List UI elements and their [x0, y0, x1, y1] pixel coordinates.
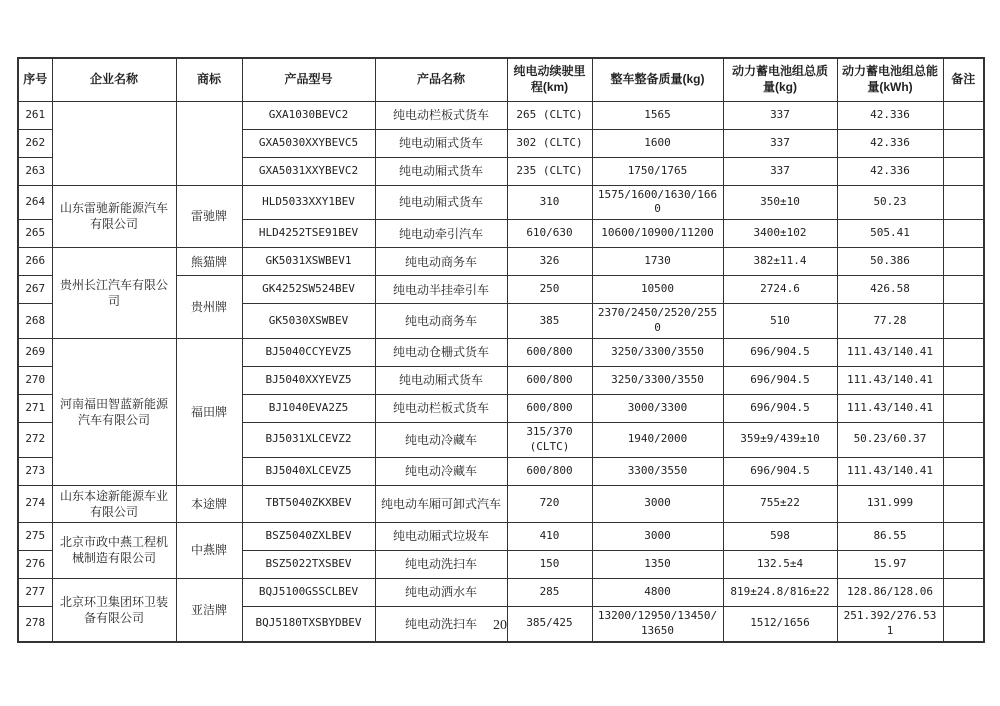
cell-brand: 熊猫牌 [176, 248, 242, 276]
cell-battery-mass: 696/904.5 [723, 338, 837, 366]
cell-curb-mass: 3250/3300/3550 [592, 366, 723, 394]
cell-battery-mass: 510 [723, 304, 837, 339]
cell-company: 山东雷驰新能源汽车有限公司 [52, 185, 176, 248]
cell-battery-mass: 696/904.5 [723, 366, 837, 394]
cell-product-name: 纯电动冷藏车 [375, 457, 507, 485]
cell-battery-energy: 505.41 [837, 220, 943, 248]
cell-remark [943, 578, 984, 606]
cell-range: 302 (CLTC) [507, 129, 592, 157]
cell-remark [943, 338, 984, 366]
cell-curb-mass: 1730 [592, 248, 723, 276]
cell-range: 285 [507, 578, 592, 606]
cell-curb-mass: 3000/3300 [592, 394, 723, 422]
cell-battery-energy: 42.336 [837, 129, 943, 157]
cell-remark [943, 457, 984, 485]
table-header-row [18, 58, 984, 101]
cell-model: BQJ5100GSSCLBEV [242, 578, 375, 606]
cell-battery-energy: 77.28 [837, 304, 943, 339]
cell-product-name: 纯电动栏板式货车 [375, 394, 507, 422]
column-header-serial: 序号 [18, 58, 52, 101]
cell-product-name: 纯电动洗扫车 [375, 550, 507, 578]
cell-battery-energy: 426.58 [837, 276, 943, 304]
cell-battery-mass: 696/904.5 [723, 394, 837, 422]
cell-product-name: 纯电动厢式货车 [375, 129, 507, 157]
cell-range: 600/800 [507, 457, 592, 485]
cell-battery-energy: 50.23 [837, 185, 943, 220]
cell-battery-mass: 755±22 [723, 485, 837, 522]
cell-serial: 275 [18, 522, 52, 550]
cell-remark [943, 366, 984, 394]
cell-battery-energy: 251.392/276.531 [837, 606, 943, 641]
cell-product-name: 纯电动厢式垃圾车 [375, 522, 507, 550]
cell-curb-mass: 1575/1600/1630/1660 [592, 185, 723, 220]
cell-model: GXA5031XXYBEVC2 [242, 157, 375, 185]
cell-product-name: 纯电动牵引汽车 [375, 220, 507, 248]
cell-battery-energy: 131.999 [837, 485, 943, 522]
cell-battery-energy: 128.86/128.06 [837, 578, 943, 606]
cell-company: 河南福田智蓝新能源汽车有限公司 [52, 338, 176, 485]
cell-product-name: 纯电动厢式货车 [375, 185, 507, 220]
cell-range: 600/800 [507, 394, 592, 422]
cell-model: GK5031XSWBEV1 [242, 248, 375, 276]
table-body [18, 101, 984, 642]
table-row [18, 338, 984, 366]
cell-serial: 263 [18, 157, 52, 185]
table-row [18, 522, 984, 550]
cell-remark [943, 276, 984, 304]
cell-battery-energy: 111.43/140.41 [837, 366, 943, 394]
cell-serial: 277 [18, 578, 52, 606]
cell-range: 265 (CLTC) [507, 101, 592, 129]
cell-remark [943, 185, 984, 220]
column-header-model: 产品型号 [242, 58, 375, 101]
cell-product-name: 纯电动栏板式货车 [375, 101, 507, 129]
cell-brand: 本途牌 [176, 485, 242, 522]
cell-serial: 262 [18, 129, 52, 157]
cell-remark [943, 157, 984, 185]
cell-model: BJ5040CCYEVZ5 [242, 338, 375, 366]
cell-curb-mass: 10600/10900/11200 [592, 220, 723, 248]
cell-remark [943, 101, 984, 129]
cell-range: 315/370 (CLTC) [507, 422, 592, 457]
cell-range: 150 [507, 550, 592, 578]
cell-serial: 270 [18, 366, 52, 394]
cell-serial: 276 [18, 550, 52, 578]
cell-serial: 274 [18, 485, 52, 522]
column-header-product-name: 产品名称 [375, 58, 507, 101]
cell-range: 385/425 [507, 606, 592, 641]
cell-model: GK4252SW524BEV [242, 276, 375, 304]
cell-battery-mass: 819±24.8/816±22 [723, 578, 837, 606]
cell-curb-mass: 2370/2450/2520/2550 [592, 304, 723, 339]
cell-remark [943, 485, 984, 522]
cell-company: 贵州长江汽车有限公司 [52, 248, 176, 339]
cell-brand: 福田牌 [176, 338, 242, 485]
cell-model: BSZ5022TXSBEV [242, 550, 375, 578]
cell-remark [943, 248, 984, 276]
cell-remark [943, 550, 984, 578]
page-number: 20 [493, 618, 507, 633]
cell-serial: 264 [18, 185, 52, 220]
cell-serial: 261 [18, 101, 52, 129]
column-header-remark: 备注 [943, 58, 984, 101]
cell-range: 310 [507, 185, 592, 220]
cell-curb-mass: 13200/12950/13450/13650 [592, 606, 723, 641]
cell-curb-mass: 1350 [592, 550, 723, 578]
cell-serial: 267 [18, 276, 52, 304]
cell-curb-mass: 10500 [592, 276, 723, 304]
cell-battery-energy: 86.55 [837, 522, 943, 550]
cell-battery-mass: 696/904.5 [723, 457, 837, 485]
cell-curb-mass: 3000 [592, 522, 723, 550]
cell-model: GXA5030XXYBEVC5 [242, 129, 375, 157]
cell-remark [943, 220, 984, 248]
cell-product-name: 纯电动仓栅式货车 [375, 338, 507, 366]
cell-product-name: 纯电动冷藏车 [375, 422, 507, 457]
cell-serial: 268 [18, 304, 52, 339]
table-row [18, 185, 984, 220]
cell-range: 610/630 [507, 220, 592, 248]
cell-battery-energy: 111.43/140.41 [837, 394, 943, 422]
cell-model: BJ5040XLCEVZ5 [242, 457, 375, 485]
cell-model: TBT5040ZKXBEV [242, 485, 375, 522]
cell-range: 250 [507, 276, 592, 304]
column-header-brand: 商标 [176, 58, 242, 101]
cell-serial: 266 [18, 248, 52, 276]
table-row [18, 248, 984, 276]
cell-battery-mass: 350±10 [723, 185, 837, 220]
cell-company [52, 101, 176, 185]
cell-curb-mass: 3300/3550 [592, 457, 723, 485]
cell-brand [176, 101, 242, 185]
cell-brand: 雷驰牌 [176, 185, 242, 248]
cell-battery-mass: 382±11.4 [723, 248, 837, 276]
cell-product-name: 纯电动洒水车 [375, 578, 507, 606]
vehicle-table [17, 57, 985, 643]
cell-curb-mass: 4800 [592, 578, 723, 606]
cell-serial: 272 [18, 422, 52, 457]
cell-product-name: 纯电动车厢可卸式汽车 [375, 485, 507, 522]
cell-serial: 278 [18, 606, 52, 641]
cell-model: HLD5033XXY1BEV [242, 185, 375, 220]
cell-product-name: 纯电动厢式货车 [375, 157, 507, 185]
table-row [18, 101, 984, 129]
cell-range: 600/800 [507, 366, 592, 394]
cell-battery-mass: 1512/1656 [723, 606, 837, 641]
cell-battery-energy: 15.97 [837, 550, 943, 578]
cell-range: 385 [507, 304, 592, 339]
cell-serial: 271 [18, 394, 52, 422]
cell-remark [943, 129, 984, 157]
cell-serial: 269 [18, 338, 52, 366]
cell-curb-mass: 1750/1765 [592, 157, 723, 185]
table-row [18, 578, 984, 606]
column-header-battery-mass: 动力蓄电池组总质量(kg) [723, 58, 837, 101]
cell-brand: 亚洁牌 [176, 578, 242, 641]
cell-battery-mass: 3400±102 [723, 220, 837, 248]
cell-battery-energy: 111.43/140.41 [837, 338, 943, 366]
cell-range: 410 [507, 522, 592, 550]
cell-product-name: 纯电动商务车 [375, 304, 507, 339]
cell-battery-energy: 50.23/60.37 [837, 422, 943, 457]
cell-remark [943, 522, 984, 550]
cell-model: BJ5031XLCEVZ2 [242, 422, 375, 457]
cell-curb-mass: 1565 [592, 101, 723, 129]
cell-battery-mass: 598 [723, 522, 837, 550]
cell-model: BSZ5040ZXLBEV [242, 522, 375, 550]
table-row [18, 485, 984, 522]
cell-product-name: 纯电动半挂牵引车 [375, 276, 507, 304]
cell-product-name: 纯电动商务车 [375, 248, 507, 276]
cell-range: 235 (CLTC) [507, 157, 592, 185]
cell-company: 山东本途新能源车业有限公司 [52, 485, 176, 522]
cell-battery-mass: 2724.6 [723, 276, 837, 304]
column-header-battery-energy: 动力蓄电池组总能量(kWh) [837, 58, 943, 101]
cell-curb-mass: 1600 [592, 129, 723, 157]
column-header-curb-mass: 整车整备质量(kg) [592, 58, 723, 101]
column-header-company: 企业名称 [52, 58, 176, 101]
cell-curb-mass: 3000 [592, 485, 723, 522]
cell-battery-mass: 337 [723, 129, 837, 157]
cell-model: GXA1030BEVC2 [242, 101, 375, 129]
cell-brand: 中燕牌 [176, 522, 242, 578]
cell-model: HLD4252TSE91BEV [242, 220, 375, 248]
cell-battery-energy: 42.336 [837, 101, 943, 129]
cell-battery-mass: 359±9/439±10 [723, 422, 837, 457]
cell-battery-mass: 132.5±4 [723, 550, 837, 578]
cell-model: BJ1040EVA2Z5 [242, 394, 375, 422]
cell-model: BJ5040XXYEVZ5 [242, 366, 375, 394]
cell-range: 600/800 [507, 338, 592, 366]
cell-battery-mass: 337 [723, 157, 837, 185]
cell-battery-energy: 50.386 [837, 248, 943, 276]
column-header-range: 纯电动续驶里程(km) [507, 58, 592, 101]
cell-model: BQJ5180TXSBYDBEV [242, 606, 375, 641]
cell-range: 326 [507, 248, 592, 276]
cell-company: 北京市政中燕工程机械制造有限公司 [52, 522, 176, 578]
cell-model: GK5030XSWBEV [242, 304, 375, 339]
cell-battery-energy: 111.43/140.41 [837, 457, 943, 485]
cell-range: 720 [507, 485, 592, 522]
cell-product-name: 纯电动厢式货车 [375, 366, 507, 394]
cell-brand: 贵州牌 [176, 276, 242, 339]
cell-remark [943, 422, 984, 457]
cell-curb-mass: 3250/3300/3550 [592, 338, 723, 366]
cell-serial: 273 [18, 457, 52, 485]
cell-remark [943, 304, 984, 339]
cell-remark [943, 394, 984, 422]
cell-serial: 265 [18, 220, 52, 248]
cell-product-name: 纯电动洗扫车 [375, 606, 507, 641]
cell-battery-mass: 337 [723, 101, 837, 129]
cell-battery-energy: 42.336 [837, 157, 943, 185]
cell-company: 北京环卫集团环卫装备有限公司 [52, 578, 176, 641]
cell-curb-mass: 1940/2000 [592, 422, 723, 457]
